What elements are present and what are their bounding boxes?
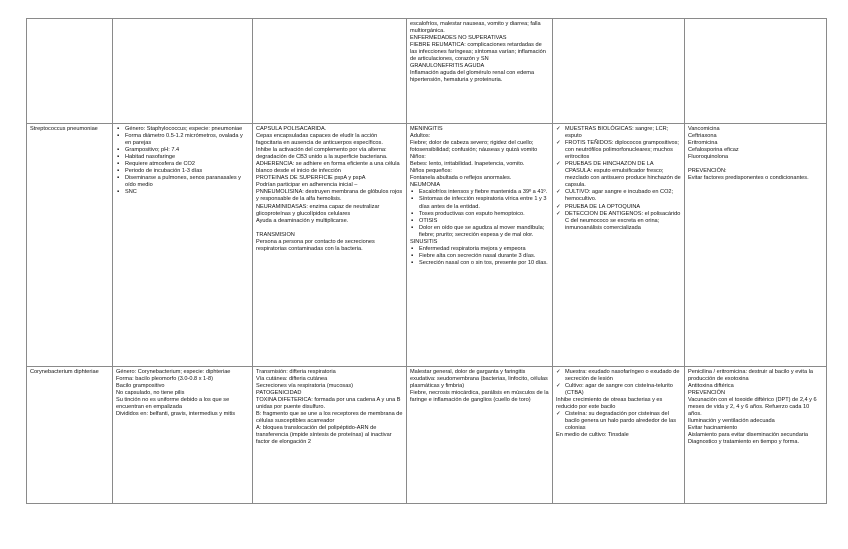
list-item: ✓ DETECCION DE ANTIGENOS: el polisacárido C del neumococo se excreta en orina; inmunoanálisis comercializada bbox=[556, 211, 681, 232]
list-item: ✓ Cultivo: agar de sangre con cisteína-telurito (CTBA) bbox=[556, 383, 681, 397]
cell-treatment bbox=[685, 124, 827, 367]
sinusitis-list bbox=[410, 246, 549, 267]
text-line: MENINGITIS bbox=[410, 126, 443, 132]
list-item: ✓ Muestra: exudado nasofaríngeo o exudado de secreción de lesión bbox=[556, 369, 681, 383]
list-item: ▪ Secreción nasal con o sin tos, presente por 10 días. bbox=[410, 260, 549, 267]
list-item: ✓ PRUEBA DE LA OPTOQUINA bbox=[556, 204, 681, 211]
bacteria-table bbox=[26, 18, 827, 504]
text-line: PREVENCIÓN: bbox=[688, 168, 727, 175]
text-line: Malestar general, dolor de garganta y faringitis exudativa: seudomembrana (bacterias, linfocito, células plasmáticas y fimbria) bbox=[410, 369, 548, 390]
text-line: Persona a persona por contacto de secreciones respiratorias contaminadas con la bacteria. bbox=[256, 238, 375, 252]
bacteria-name: Streptococcus pneumoniae bbox=[30, 126, 98, 132]
text-line: NEUMONIA bbox=[410, 182, 441, 189]
text-line: Bebes: lento, irritabilidad. Inapetencia, vomito. bbox=[410, 161, 525, 168]
cell-diagnosis bbox=[553, 367, 685, 504]
text-line: Iluminación y ventilación adecuada bbox=[688, 418, 775, 425]
cell-empty bbox=[553, 19, 685, 124]
diagnosis-list bbox=[556, 126, 681, 232]
text-line: FIEBRE REUMATICA: complicaciones retardadas de las infecciones faríngeas; síntomas varían; inflamación de articulaciones, corazón y SN bbox=[410, 42, 546, 63]
text-line: Ayuda a deaminación y multiplicarse. bbox=[256, 217, 349, 224]
text-line: Antitoxina diftérica bbox=[688, 383, 734, 390]
cell-virulence bbox=[253, 367, 407, 504]
text-line: Divididos en: belfanti, gravis, intermedius y mitis bbox=[116, 411, 236, 418]
cell-bacteria-name bbox=[27, 367, 113, 504]
text-line: TOXINA DIFETERICA: formada por una cadena A y una B unidas por puente disulfuro. bbox=[256, 397, 401, 411]
list-item: ✓ FROTIS TEÑIDOS: diplococos grampositivos; con neutrófilos polimorfonucleares; muchos eritrocitos bbox=[556, 140, 681, 161]
text-line: Forma: bacilo pleomorfo (3.0-0.8 x 1-8) bbox=[116, 376, 213, 383]
text-line: SINUSITIS bbox=[410, 238, 438, 245]
table-row bbox=[27, 124, 827, 367]
list-item: ✓ PRUEBAS DE HINCHAZON DE LA CPASULA: esputo emulsificador fresco; mezclado con antisuero produce hinchazón de capsula. bbox=[556, 161, 681, 189]
text-line: No capsulado, no tiene pilis bbox=[116, 390, 185, 397]
text-line: Evitar hacinamiento bbox=[688, 425, 738, 432]
text-line: Fiebre, necrosis miocárdica, parálisis en músculos de la faringe e inflamación de ganglios (cuello de toro) bbox=[410, 390, 549, 404]
text-line: Niños pequeños: bbox=[410, 168, 452, 175]
text-line: Niños: bbox=[410, 154, 426, 161]
text-line: Evitar factores predisponentes o condicionantes. bbox=[688, 175, 809, 182]
cell-virulence bbox=[253, 124, 407, 367]
document-page bbox=[26, 18, 826, 504]
list-item: ✓ MUESTRAS BIOLÓGICAS: sangre; LCR; esputo bbox=[556, 126, 681, 140]
text-line: TRANSMISION bbox=[256, 231, 295, 238]
list-item: ▪ Escalofríos intensos y fiebre mantenida a 39º a 41º. bbox=[410, 189, 549, 196]
table-row bbox=[27, 19, 827, 124]
list-item: ✓ CULTIVO: agar sangre e incubado en CO2; hemocultivo. bbox=[556, 189, 681, 203]
text-line: Eritromicina bbox=[688, 140, 718, 147]
text-line: Cepas encapsuladas capaces de eludir la acción fagocitaria en ausencia de anticuerpos específicos. bbox=[256, 133, 383, 147]
spacer bbox=[256, 225, 403, 232]
bacteria-name: Corynebacterium diphteriae bbox=[30, 369, 99, 375]
list-item: ▪ Toses productivas con esputo hemoptoico. bbox=[410, 211, 549, 218]
list-item: ▪ Forma diámetro 0.5-1.2 micrómetros, ovalada y en parejas bbox=[116, 133, 249, 147]
list-item: ▪ Enfermedad respiratoria mejora y empeora bbox=[410, 246, 549, 253]
list-item: ▪ Habitad nasofaringe bbox=[116, 154, 249, 161]
cell-diagnosis bbox=[553, 124, 685, 367]
text-line: Aislamiento para evitar diseminación secundaria bbox=[688, 432, 809, 439]
text-line: Transmisión: difteria respiratoria bbox=[256, 369, 336, 375]
cell-empty bbox=[685, 19, 827, 124]
cell-traits bbox=[113, 124, 253, 367]
text-line: Penicilina / eritromicina: destruir al bacilo y evita la producción de exotoxina bbox=[688, 369, 813, 383]
text-line: Su tinción no es uniforme debido a los que se encuentran en empalizada bbox=[116, 397, 230, 411]
text-line: Diagnostico y tratamiento en tiempo y forma. bbox=[688, 439, 799, 446]
list-item: ▪ Género: Staphylococcus; especie: pneumoniae bbox=[116, 126, 249, 133]
text-line: Vancomicina bbox=[688, 126, 720, 132]
text-line: En medio de cultivo: Tinsdale bbox=[556, 432, 629, 439]
text-line: CAPSULA POLISACARIDA. bbox=[256, 126, 327, 132]
list-item: ▪ Diseminarse a pulmones, senos paranasales y oído medio bbox=[116, 175, 249, 189]
text-line: Fluoroquinolona bbox=[688, 154, 729, 161]
cell-disease bbox=[407, 19, 553, 124]
text-line: ADHERENCIA: se adhiere en forma eficiente a una célula blanco desde el inicio de infección bbox=[256, 161, 400, 175]
text-line: Género: Corynebacterium; especie: diphteriae bbox=[116, 369, 231, 375]
cell-bacteria-name bbox=[27, 124, 113, 367]
text-line: B: fragmento que se une a los receptores de membrana de células susceptibles acarreador bbox=[256, 411, 403, 425]
cell-traits bbox=[113, 367, 253, 504]
text-line: Fiebre; dolor de cabeza severo; rigidez del cuello; fotosensibilidad; confusión; náuseas y quizá vomito bbox=[410, 140, 538, 154]
list-item: ▪ Grampositivo; pH: 7.4 bbox=[116, 147, 249, 154]
text-line: ENFERMEDADES NO SUPERATIVAS bbox=[410, 35, 507, 42]
list-item: ▪ Requiere atmosfera de CO2 bbox=[116, 161, 249, 168]
neumonia-list bbox=[410, 189, 549, 238]
diagnosis-list bbox=[556, 369, 681, 397]
cell-empty bbox=[253, 19, 407, 124]
text-line: PROTEINAS DE SUPERFICIE pspA y pspA bbox=[256, 175, 366, 182]
cell-disease bbox=[407, 367, 553, 504]
list-item: ▪ Síntomas de infección respiratoria vírica entre 1 y 3 días antes de la entidad. bbox=[410, 196, 549, 210]
text-line: PATOGENICIDAD bbox=[256, 390, 302, 397]
text-line: Inhibe la activación del complemento por vía alterna: degradación de CB3 unido a la superficie bacteriana. bbox=[256, 147, 388, 161]
list-item: ▪ Dolor en oído que se agudiza al mover mandíbula; fiebre; prurito; secreción espesa y de mal olor. bbox=[410, 225, 549, 239]
list-item: ▪ OTISIS bbox=[410, 218, 549, 225]
text-line: Adultos: bbox=[410, 133, 431, 140]
cell-disease bbox=[407, 124, 553, 367]
list-item: ▪ SNC bbox=[116, 189, 249, 196]
text-line: Inflamación aguda del glomérulo renal con edema hipertensión, hematuria y proteinuria. bbox=[410, 70, 535, 84]
diagnosis-list bbox=[556, 411, 681, 432]
text-line: Fontanela abultada o reflejos anormales. bbox=[410, 175, 512, 182]
table-row bbox=[27, 367, 827, 504]
text-line: Podrían participar en adherencia inicial – PNNEUMOLISINA: destruyen membrana de glóbulos rojos y responsable de la alfa hemolisis. bbox=[256, 182, 403, 203]
text-line: Bacilo grampositivo bbox=[116, 383, 165, 390]
text-line: GRANULONEFRITIS AGUDA bbox=[410, 63, 485, 70]
list-item: ▪ Periodo de incubación 1-3 días bbox=[116, 168, 249, 175]
text-line: Vacunación con el toxoide diftérico (DPT) de 2,4 y 6 meses de vida y 2, 4 y 6 años. Refuerzo cada 10 años. bbox=[688, 397, 817, 418]
list-item: ▪ Fiebre alta con secreción nasal durante 3 días. bbox=[410, 253, 549, 260]
text-line: Inhibe crecimiento de otreas bacterias y es reducido por este bacilo bbox=[556, 397, 663, 411]
cell-empty bbox=[113, 19, 253, 124]
text-line: Ceftriaxona bbox=[688, 133, 717, 140]
cell-empty bbox=[27, 19, 113, 124]
list-item: ✓ Cisteína: su degradación por cisteinas del bacilo genera un halo pardo alrededor de las colonias bbox=[556, 411, 681, 432]
text-line: Cefalosporina eficaz bbox=[688, 147, 739, 154]
text-line: escalofríos, malestar nauseas, vomito y diarrea; falla multiorgánica. bbox=[410, 21, 541, 35]
text-line: A: bloquea translocación del polipéptido-ARN de transferencia (impide síntesis de proteínas) al inactivar factor de elongación 2 bbox=[256, 425, 392, 446]
text-line: Secreciones vía respiratoria (mucosas) bbox=[256, 383, 353, 390]
text-line: NEURAMINIDASAS: enzima capaz de neutralizar glicoproteínas y glucolípidos celulares bbox=[256, 203, 380, 217]
cell-treatment bbox=[685, 367, 827, 504]
text-line: PREVENCIÓN bbox=[688, 390, 725, 397]
traits-list bbox=[116, 126, 249, 196]
text-line: Vía cutánea: difteria cutánea bbox=[256, 376, 328, 383]
